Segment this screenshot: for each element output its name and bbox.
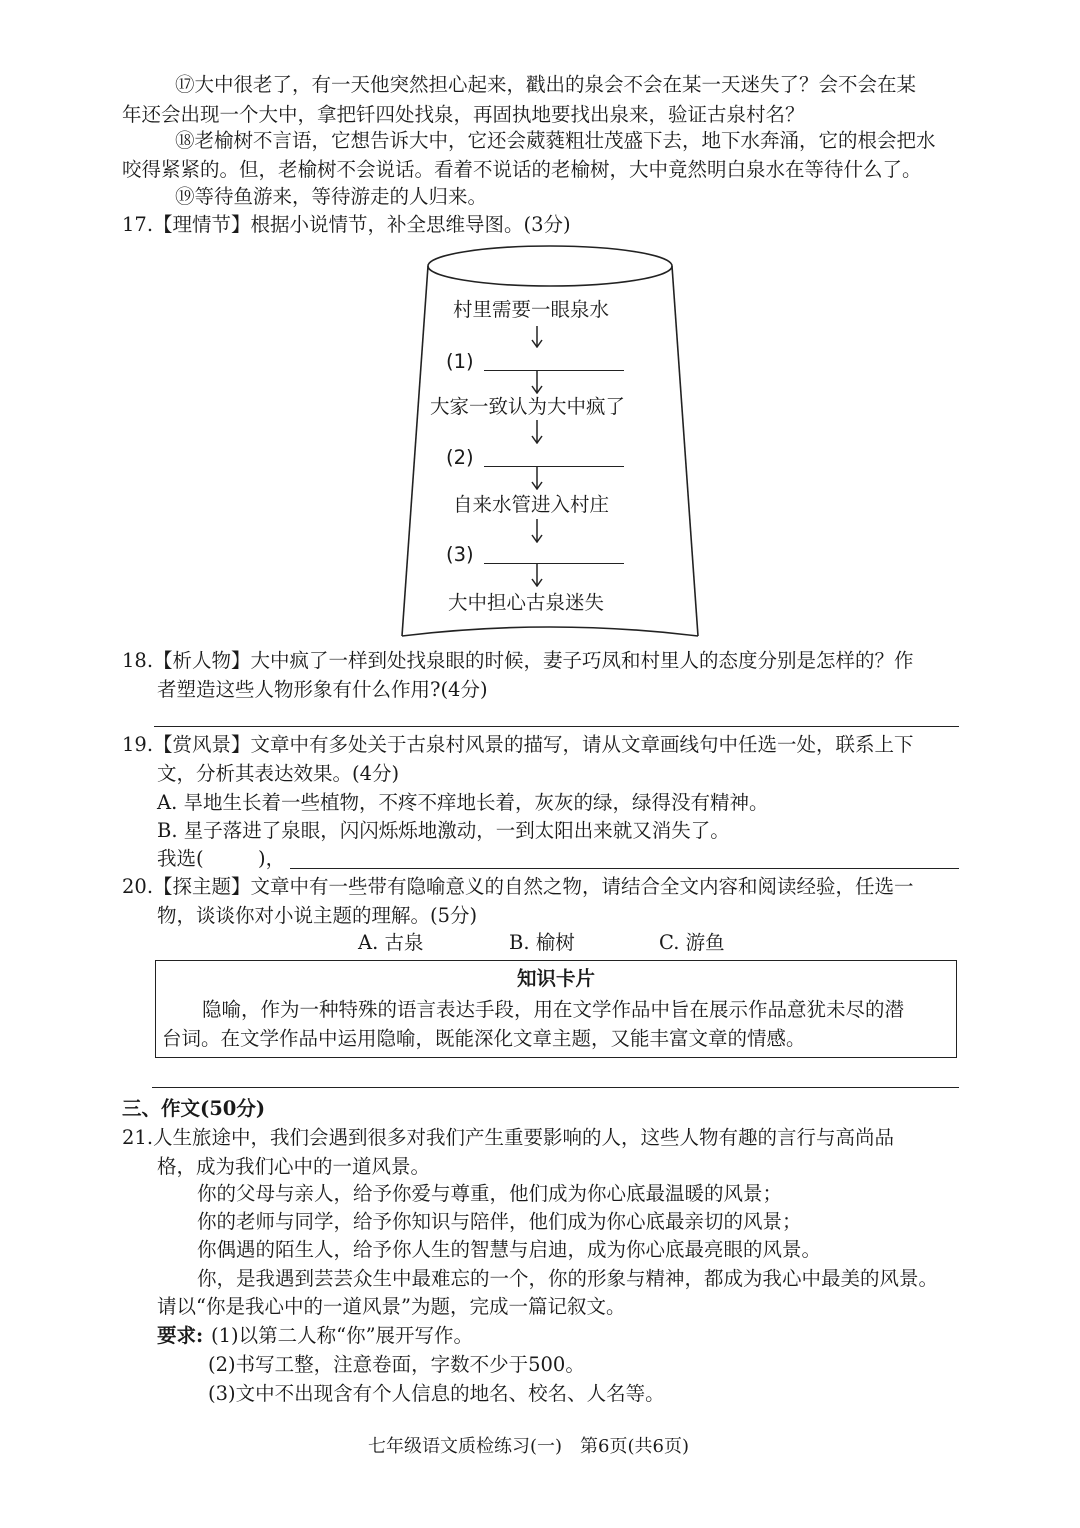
q18-stem-line1: 18.【析人物】大中疯了一样到处找泉眼的时候，妻子巧凤和村里人的态度分别是怎样的？作 xyxy=(122,649,914,672)
mind-map-blank-2[interactable] xyxy=(484,466,624,467)
knowledge-card-line2: 台词。在文学作品中运用隐喻，既能深化文章主题，又能丰富文章的情感。 xyxy=(162,1027,806,1050)
q21-requirement-3: (3)文中不出现含有个人信息的地名、校名、人名等。 xyxy=(208,1382,665,1405)
arrow-down-icon xyxy=(530,420,544,444)
q19-choose-suffix: )， xyxy=(258,847,286,870)
q20-option-b: B. 榆树 xyxy=(509,931,575,954)
q18-stem-line2: 者塑造这些人物形象有什么作用?(4分) xyxy=(157,678,488,701)
q21-poem-line3: 你偶遇的陌生人，给予你人生的智慧与启迪，成为你心底最亮眼的风景。 xyxy=(197,1238,822,1261)
q21-requirement-1: (1)以第二人称“你”展开写作。 xyxy=(211,1324,474,1347)
q19-stem-line2: 文，分析其表达效果。(4分) xyxy=(157,762,400,785)
q21-poem-line2: 你的老师与同学，给予你知识与陪伴，他们成为你心底最亲切的风景； xyxy=(197,1210,802,1233)
q19-option-a: A. 旱地生长着一些植物，不疼不痒地长着，灰灰的绿，绿得没有精神。 xyxy=(157,791,769,814)
q19-stem-line1: 19.【赏风景】文章中有多处关于古泉村风景的描写，请从文章画线句中任选一处，联系上下 xyxy=(122,733,914,756)
passage-p17-line1: ⑰大中很老了，有一天他突然担心起来，戳出的泉会不会在某一天迷失了？会不会在某 xyxy=(175,73,917,96)
q21-poem-line4: 你，是我遇到芸芸众生中最难忘的一个，你的形象与精神，都成为我心中最美的风景。 xyxy=(197,1267,939,1290)
passage-p18-line1: ⑱老榆树不言语，它想告诉大中，它还会葳蕤粗壮茂盛下去，地下水奔涌，它的根会把水 xyxy=(175,129,936,152)
arrow-down-icon xyxy=(530,370,544,394)
q19-choose-prefix: 我选( xyxy=(157,847,204,870)
q18-answer-line[interactable] xyxy=(154,726,959,727)
section-3-heading: 三、作文(50分) xyxy=(122,1097,266,1120)
q20-stem-line1: 20.【探主题】文章中有一些带有隐喻意义的自然之物，请结合全文内容和阅读经验，任选一 xyxy=(122,875,914,898)
mind-map-blank-3[interactable] xyxy=(484,563,624,564)
arrow-down-icon xyxy=(530,466,544,490)
q20-option-a: A. 古泉 xyxy=(358,931,424,954)
q21-stem-line1: 21.人生旅途中，我们会遇到很多对我们产生重要影响的人，这些人物有趣的言行与高尚品 xyxy=(122,1126,895,1149)
q19-answer-line[interactable] xyxy=(290,868,959,869)
q21-requirements-label: 要求: xyxy=(157,1324,204,1347)
arrow-down-icon xyxy=(530,519,544,543)
passage-p18-line2: 咬得紧紧的。但，老榆树不会说话。看着不说话的老榆树，大中竟然明白泉水在等待什么了。 xyxy=(122,158,922,181)
arrow-down-icon xyxy=(530,563,544,587)
mind-map-node-2: 大家一致认为大中疯了 xyxy=(430,395,626,418)
q17-stem: 17.【理情节】根据小说情节，补全思维导图。(3分) xyxy=(122,213,571,236)
q21-requirement-2: (2)书写工整，注意卷面，字数不少于500。 xyxy=(208,1353,585,1376)
passage-p17-line2: 年还会出现一个大中，拿把钎四处找泉，再固执地要找出泉来，验证古泉村名？ xyxy=(122,103,805,126)
q21-stem-line2: 格，成为我们心中的一道风景。 xyxy=(157,1155,431,1178)
knowledge-card xyxy=(155,960,957,1058)
q19-option-b: B. 星子落进了泉眼，闪闪烁烁地激动，一到太阳出来就又消失了。 xyxy=(157,819,730,842)
mind-map-blank-2-label: (2) xyxy=(446,446,474,469)
q21-task: 请以“你是我心中的一道风景”为题，完成一篇记叙文。 xyxy=(157,1295,626,1318)
q21-poem-line1: 你的父母与亲人，给予你爱与尊重，他们成为你心底最温暖的风景； xyxy=(197,1182,783,1205)
mind-map-blank-3-label: (3) xyxy=(446,543,474,566)
q20-option-c: C. 游鱼 xyxy=(659,931,725,954)
page-footer: 七年级语文质检练习(一) 第6页(共6页) xyxy=(368,1436,689,1457)
arrow-down-icon xyxy=(530,326,544,348)
q20-stem-line2: 物，谈谈你对小说主题的理解。(5分) xyxy=(157,904,478,927)
knowledge-card-line1: 隐喻，作为一种特殊的语言表达手段，用在文学作品中旨在展示作品意犹未尽的潜 xyxy=(202,998,905,1021)
mind-map-blank-1[interactable] xyxy=(484,370,624,371)
q20-answer-line[interactable] xyxy=(152,1087,959,1088)
passage-p19-line1: ⑲等待鱼游来，等待游走的人归来。 xyxy=(175,185,488,208)
mind-map-node-4: 大中担心古泉迷失 xyxy=(448,591,605,614)
mind-map-node-1: 村里需要一眼泉水 xyxy=(453,298,610,321)
mind-map-node-3: 自来水管进入村庄 xyxy=(453,493,610,516)
knowledge-card-title: 知识卡片 xyxy=(516,967,595,990)
mind-map-blank-1-label: (1) xyxy=(446,350,474,373)
